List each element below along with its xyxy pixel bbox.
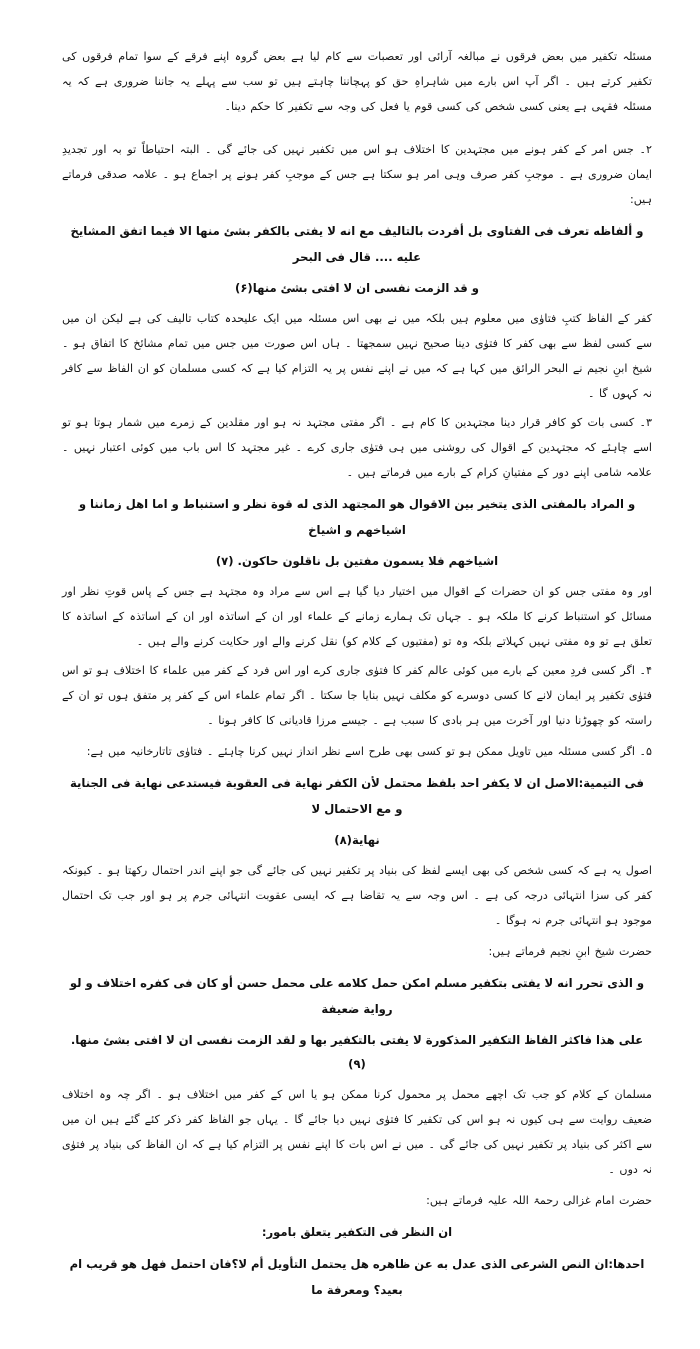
paragraph-translation-4: مسلمان کے کلام کو جب تک اچھے محمل پر محمول کرنا ممکن ہو یا اس کے کفر میں اختلاف ہو ۔ اگر چہ وہ اختلاف ضعیف روایت سے ہی کیوں نہ ہو اس کی تکفیر کا فتوٰی نہیں دیا جائے گا ۔ یہاں جو الفاظ کفر ذکر کئے گئے ہیں ان میں سے اکثر کی بنیاد پر تکفیر نہیں کی جائے گی ۔ میں نے اس بات کا اپنے نفس پر التزام کیا ہے کہ ان الفاظ کی بنیاد پر فتوٰی نہ دوں ۔	[62, 1088, 652, 1176]
arabic-quote-2-line-1: و المراد بالمفتى الذى يتخير بين الاقوال هو المجتهد الذى له قوة نظر و استنباط و اما اهل زماننا و اشياخهم و اشياخ	[78, 497, 636, 537]
paragraph-ibn-nujaym-intro: حضرت شیخ ابنِ نجیم فرماتے ہیں:	[488, 945, 652, 958]
arabic-quote-3-line-1: فى التيمية:الاصل ان لا يكفر احد بلفظ محتمل لأن الكفر نهاية فى العقوبة فيستدعى نهاية فى الجناية و مع الاحتمال لا	[70, 776, 644, 816]
arabic-quote-4-line-2: على هذا فاكثر الفاظ التكفير المذكورة لا يفتى بالتكفير بها و لقد الزمت نفسى ان لا افتى بشئ منها. (۹)	[70, 1033, 644, 1071]
paragraph-point-2: ۲۔ جس امر کے کفر ہونے میں مجتہدین کا اختلاف ہو اس میں تکفیر نہیں کی جائے گی ۔ البتہ احتیاطاً تو بہ اور تجدیدِ ایمان ضروری ہے ۔ موجبِ کفر صرف وہی امر ہو سکتا ہے جس کے موجبِ کفر ہونے پر اجماع ہو ۔ علامہ صدقی فرماتے ہیں:	[62, 143, 652, 206]
arabic-quote-5-line-1: ان النظر فى التكفير يتعلق بامور:	[261, 1225, 453, 1239]
paragraph-point-3: ۳۔ کسی بات کو کافر قرار دینا مجتہدین کا کام ہے ۔ اگر مفتی مجتہد نہ ہو اور مقلدین کے زمرے میں شمار ہوتا ہو تو اسے چاہئے کہ مجتہدین کے اقوال کی روشنی میں ہی فتوٰی جاری کرے ۔ غیر مجتہد کا اس باب میں کوئی اعتبار نہیں ۔ علامہ شامی اپنے دور کے مفتیانِ کرام کے بارے میں فرماتے ہیں ۔	[62, 416, 652, 479]
arabic-quote-6-line-1: احدها:ان النص الشرعى الذى عدل به عن ظاهره هل يحتمل التأويل أم لا؟فان احتمل فهل هو قريب ام بعيد؟ ومعرفة ما	[69, 1257, 645, 1297]
paragraph-translation-2: اور وہ مفتی جس کو ان حضرات کے اقوال میں اختیار دیا گیا ہے اس سے مراد وہ مجتہد ہے جس کے پاس قوتِ نظر اور مسائل کو استنباط کرنے کا ملکہ ہو ۔ جہاں تک ہمارے زمانے کے علماء اور ان کے اساتذہ اور ان کے اساتذہ کے اساتذہ کا تعلق ہے تو وہ مفتی نہیں کہلاتے بلکہ وہ تو (مفتیوں کے کلام کو) نقل کرنے والے اور حکایت کرنے والے ہیں ۔	[62, 585, 652, 648]
paragraph-translation-3: اصول یہ ہے کہ کسی شخص کی بھی ایسے لفظ کی بنیاد پر تکفیر نہیں کی جائے گی جو اپنے اندر احتمال رکھتا ہو ۔ کیونکہ کفر کی سزا انتہائی درجہ کی ہے ۔ اس وجہ سے یہ تقاضا ہے کہ ایسی عقوبت انتہائی جرم پر ہو اور جب تک احتمال موجود ہو انتہائی جرم نہ ہوگا ۔	[62, 864, 652, 927]
paragraph-ghazali-intro: حضرت امام غزالی رحمۃ اللہ علیہ فرماتے ہیں:	[426, 1194, 652, 1207]
paragraph-spacer	[62, 123, 652, 137]
arabic-quote-1-line-1: و ألفاظه تعرف فى الفتاوى بل أفردت بالتاليف مع انه لا يفتى بالكفر بشئ منها الا فيما اتفق المشايخ عليه .... قال فى البحر	[70, 224, 644, 264]
paragraph-point-4: ۴۔ اگر کسی فردِ معین کے بارے میں کوئی عالم کفر کا فتوٰی جاری کرے اور اس فرد کے کفر میں علماء کا اختلاف ہو تو اس فتوٰی تکفیر پر ایمان لانے کا کسی دوسرے کو مکلف نہیں بنایا جا سکتا ۔ اگر تمام علماء اس کے کفر پر متفق ہوں تو ان کے راستہ کو چھوڑنا دنیا اور آخرت میں ہر بادی کا سبب ہے ۔ جیسے مرزا قادیانی کا کافر ہونا ۔	[62, 664, 652, 727]
paragraph-point-5: ۵۔ اگر کسی مسئلہ میں تاویل ممکن ہو تو کسی بھی طرح اسے نظر انداز نہیں کرنا چاہئے ۔ فتاوٰی تاتارخانیہ میں ہے:	[86, 745, 652, 758]
paragraph-intro: مسئلہ تکفیر میں بعض فرقوں نے مبالغہ آرائی اور تعصبات سے کام لیا ہے بعض گروہ اپنے فرقے کے سوا تمام فرقوں کی تکفیر کرتے ہیں ۔ اگر آپ اس بارے میں شاہراہِ حق کو پہچاننا چاہتے ہیں تو سب سے پہلے یہ جاننا ضروری ہے کہ یہ مسئلہ فقہی ہے یعنی کسی شخص کی کسی قوم یا فعل کی وجہ سے تکفیر کا حکم دینا۔	[62, 50, 652, 113]
arabic-quote-3-line-2: نهاية(۸)	[334, 833, 380, 847]
arabic-quote-2-line-2: اشياخهم فلا يسمون مفتين بل ناقلون حاكون. (۷)	[215, 554, 499, 568]
page-bottom-margin	[62, 1309, 652, 1349]
paragraph-translation-1: کفر کے الفاظ کتبِ فتاوٰی میں معلوم ہیں بلکہ میں نے بھی اس مسئلہ میں ایک علیحدہ کتاب تالیف کی ہے لیکن ان میں سے کسی لفظ سے بھی کفر کا فتوٰی دینا صحیح نہیں سمجھتا ۔ ہاں اس صورت میں جس میں تمام مشائخ کا اتفاق ہو ۔ شیخ ابنِ نجیم نے البحر الرائق میں کہا ہے کہ میں نے اپنے نفس پر یہ التزام کیا ہے کہ کسی مسلمان کو ان الفاظ سے کافر نہ کہوں گا ۔	[62, 312, 652, 400]
arabic-quote-4-line-1: و الذى تحرر انه لا يفتى بتكفير مسلم امكن حمل كلامه على محمل حسن أو كان فى كفره اختلاف و لو رواية ضعيفة	[69, 976, 645, 1016]
arabic-quote-1-line-2: و قد الزمت نفسى ان لا افتى بشئ منها(۶)	[235, 281, 479, 295]
